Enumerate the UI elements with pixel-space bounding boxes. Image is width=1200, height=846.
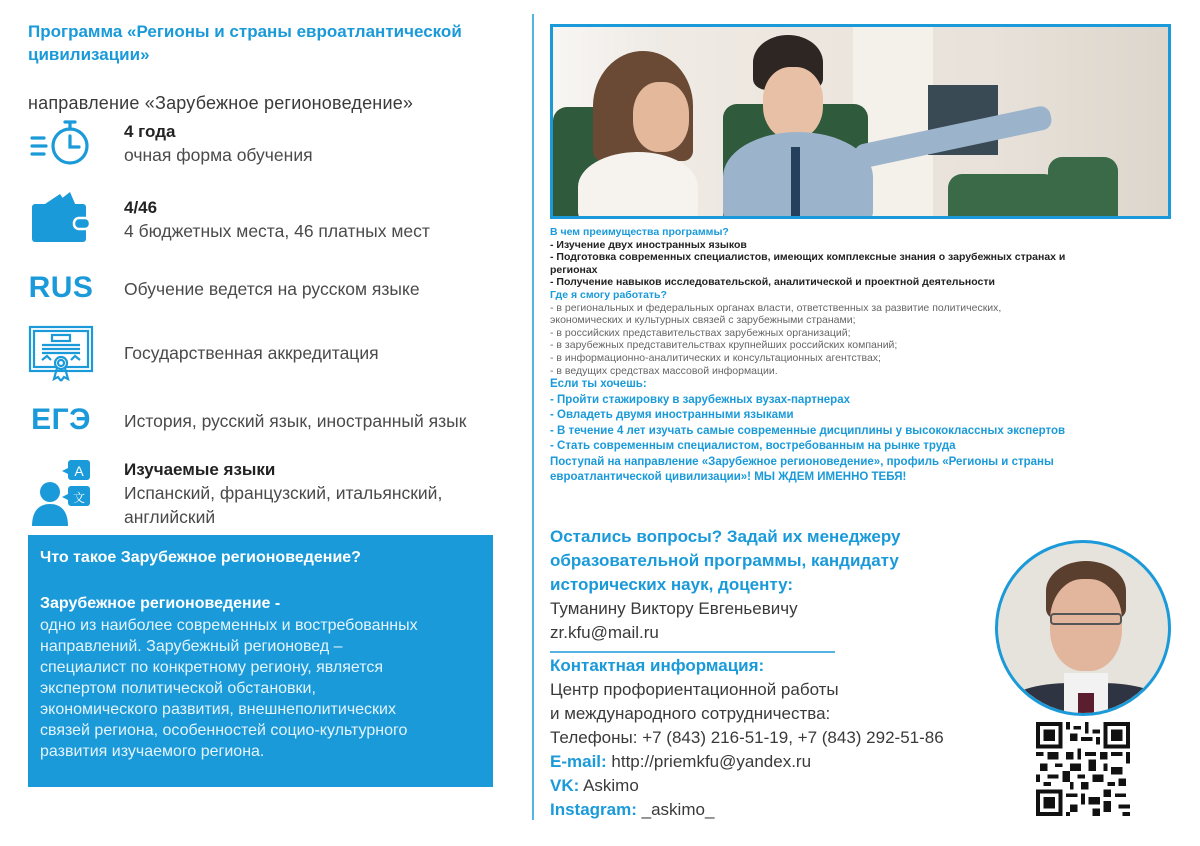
wish-item: - Пройти стажировку в зарубежных вузах-партнерах — [550, 393, 850, 406]
definition-line: связей региона, особенностей социо-культурного — [40, 722, 408, 739]
duration-value: 4 года — [124, 122, 176, 141]
manager-name: Туманину Виктору Евгеньевичу — [550, 599, 798, 618]
contact-info — [550, 654, 1000, 822]
languages-heading: Изучаемые языки — [124, 460, 276, 479]
instagram-label: Instagram: — [550, 800, 637, 819]
certificate-icon — [28, 325, 94, 385]
advantage-item: регионах — [550, 263, 598, 276]
vk-label: VK: — [550, 776, 580, 795]
seats-description: 4 бюджетных места, 46 платных мест — [124, 221, 430, 241]
work-item: экономических и культурных связей с зарубежными странами; — [550, 314, 856, 327]
column-divider — [532, 14, 534, 820]
definition-line: экономического развития, внешнеполитических — [40, 701, 396, 718]
contacts-divider — [550, 651, 835, 653]
work-item: - в российских представительствах зарубежных организаций; — [550, 326, 851, 339]
manager-avatar — [995, 540, 1171, 716]
definition-line: экспертом политической обстановки, — [40, 680, 316, 697]
vk-link[interactable]: Askimo — [579, 776, 639, 795]
direction-subtitle: направление «Зарубежное регионоведение» — [28, 93, 414, 113]
wallet-icon — [28, 190, 94, 246]
definition-line: направлений. Зарубежный регионовед – — [40, 638, 343, 655]
email-label: E-mail: — [550, 752, 607, 771]
definition-title: Зарубежное регионоведение - — [40, 595, 281, 612]
work-heading: Где я смогу работать? — [550, 288, 667, 301]
manager-email-link[interactable]: zr.kfu@mail.ru — [550, 623, 659, 642]
feature-exams — [28, 400, 518, 444]
email-row — [550, 750, 1000, 774]
contacts-heading: Контактная информация: — [550, 656, 765, 675]
work-item: - в информационно-аналитических и консультационных агентствах; — [550, 351, 881, 364]
wish-item: - Стать современным специалистом, востребованным на рынке труда — [550, 440, 956, 453]
accreditation-text: Государственная аккредитация — [124, 343, 379, 363]
students-photo — [550, 24, 1171, 219]
manager-heading: исторических наук, доценту: — [550, 575, 794, 594]
duration-form: очная форма обучения — [124, 145, 313, 165]
manager-heading: Остались вопросы? Задай их менеджеру — [550, 527, 901, 546]
instagram-link[interactable]: _askimo_ — [636, 800, 715, 819]
person-translate-icon — [28, 458, 94, 528]
vk-row — [550, 774, 1000, 798]
svg-text:文: 文 — [72, 491, 86, 505]
svg-text:A: A — [74, 463, 84, 479]
language-rus-icon: RUS — [28, 271, 94, 304]
wish-heading: Если ты хочешь: — [550, 378, 647, 391]
wish-item: - В течение 4 лет изучать самые современные дисциплины у высококлассных экспертов — [550, 424, 1066, 437]
exams-list: История, русский язык, иностранный язык — [124, 411, 467, 431]
feature-accreditation — [28, 325, 518, 387]
feature-languages-studied — [28, 458, 518, 530]
definition-line: специалист по конкретному региону, является — [40, 659, 384, 676]
phones[interactable]: Телефоны: +7 (843) 216-51-19, +7 (843) 292-51-86 — [550, 728, 944, 747]
org-line: и международного сотрудничества: — [550, 704, 831, 723]
feature-language — [28, 268, 518, 312]
advantage-item: - Изучение двух иностранных языков — [550, 238, 747, 251]
cta-line: Поступай на направление «Зарубежное регионоведение», профиль «Регионы и страны — [550, 455, 1054, 468]
advantage-item: - Получение навыков исследовательской, аналитической и проектной деятельности — [550, 276, 995, 289]
feature-seats — [28, 190, 518, 250]
language-description: Обучение ведется на русском языке — [124, 279, 420, 299]
infobox-question: Что такое Зарубежное регионоведение? — [40, 549, 361, 566]
feature-duration — [28, 118, 518, 170]
work-item: - в зарубежных представительствах крупнейших российских компаний; — [550, 339, 898, 352]
what-is-regional-studies-box — [28, 535, 493, 787]
qr-code[interactable] — [1036, 722, 1130, 816]
definition-line: развития изучаемого региона. — [40, 743, 265, 760]
definition-line: одно из наиболее современных и востребованных — [40, 617, 418, 634]
languages-list: Испанский, французский, итальянский, английский — [124, 483, 443, 527]
work-item: - в ведущих средствах массовой информации. — [550, 364, 778, 377]
cta-line: евроатлантической цивилизации»! МЫ ЖДЕМ ИМЕННО ТЕБЯ! — [550, 471, 907, 484]
instagram-row — [550, 798, 1000, 822]
program-title: Программа «Регионы и страны евроатлантической цивилизации» — [28, 22, 462, 64]
manager-contact — [550, 525, 990, 645]
wish-item: - Овладеть двумя иностранными языками — [550, 409, 794, 422]
manager-heading: образовательной программы, кандидату — [550, 551, 899, 570]
seats-value: 4/46 — [124, 198, 158, 217]
exam-ege-icon: ЕГЭ — [31, 403, 91, 436]
program-details — [550, 226, 1170, 486]
email-link[interactable]: http://priemkfu@yandex.ru — [606, 752, 812, 771]
stopwatch-icon — [28, 118, 94, 168]
work-item: - в региональных и федеральных органах власти, ответственных за развитие политических, — [550, 301, 1002, 314]
advantage-item: - Подготовка современных специалистов, имеющих комплексные знания о зарубежных странах и — [550, 251, 1066, 264]
org-line: Центр профориентационной работы — [550, 680, 839, 699]
advantages-heading: В чем преимущества программы? — [550, 226, 729, 238]
